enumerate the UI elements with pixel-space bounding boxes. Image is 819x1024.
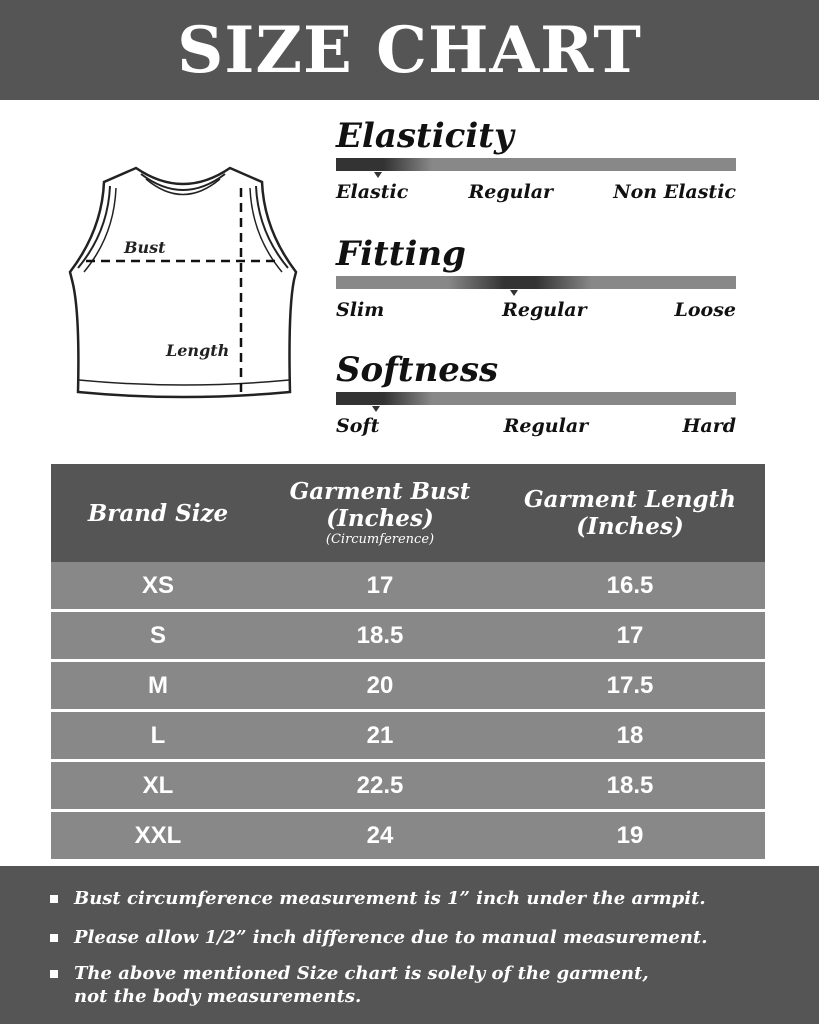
table-row <box>51 712 765 759</box>
table-body <box>51 562 765 859</box>
cell-bust: 24 <box>366 821 394 849</box>
cell-size: M <box>148 671 168 699</box>
header-bust-sub: (Circumference) <box>325 532 435 547</box>
note-item <box>50 962 649 1008</box>
note-item <box>50 887 706 910</box>
note-text-continued: not the body measurements. <box>74 986 362 1007</box>
cell-length: 18.5 <box>606 771 654 799</box>
header-brand-size-label: Brand Size <box>87 499 229 527</box>
fitting-labels <box>336 299 736 321</box>
cell-size: XS <box>141 571 174 599</box>
bullet-icon <box>50 934 58 942</box>
softness-label-soft: Soft <box>336 415 380 437</box>
cell-size: S <box>149 621 166 649</box>
elasticity-labels <box>336 181 736 203</box>
header-brand-size <box>51 464 265 562</box>
header-bust-line2: (Inches) <box>326 505 434 532</box>
cell-bust: 22.5 <box>356 771 404 799</box>
header-band <box>0 0 819 100</box>
cell-bust: 21 <box>366 721 394 749</box>
cell-size: XL <box>142 771 174 799</box>
softness-scale <box>336 350 736 437</box>
bullet-icon <box>50 895 58 903</box>
note-text: The above mentioned Size chart is solely of the garment, <box>74 963 649 984</box>
fitting-title: Fitting <box>336 234 466 274</box>
notes-band <box>0 866 819 1024</box>
elasticity-label-non-elastic: Non Elastic <box>613 181 736 203</box>
cell-bust: 20 <box>366 671 394 699</box>
page-title: SIZE CHART <box>177 12 642 88</box>
elasticity-bar <box>336 158 736 171</box>
elasticity-title: Elasticity <box>336 116 514 156</box>
table-row <box>51 762 765 809</box>
table-row <box>51 562 765 609</box>
tank-top-outline <box>70 168 296 397</box>
cell-size: L <box>150 721 166 749</box>
softness-title: Softness <box>336 350 499 390</box>
tank-top-illustration <box>66 160 300 405</box>
table-row <box>51 612 765 659</box>
table-row <box>51 662 765 709</box>
cell-bust: 18.5 <box>356 621 404 649</box>
cell-size: XXL <box>134 821 182 849</box>
cell-length: 16.5 <box>606 571 654 599</box>
cell-length: 19 <box>616 821 644 849</box>
bust-label: Bust <box>124 238 166 257</box>
softness-label-regular: Regular <box>503 415 589 437</box>
header-garment-bust <box>265 464 495 562</box>
softness-marker-icon <box>372 406 380 412</box>
cell-length: 18 <box>616 721 644 749</box>
header-garment-length <box>495 464 765 562</box>
fitting-label-slim: Slim <box>336 299 385 321</box>
note-text: Bust circumference measurement is 1” inch under the armpit. <box>74 888 706 909</box>
elasticity-label-elastic: Elastic <box>336 181 409 203</box>
header-length-line2: (Inches) <box>576 513 684 540</box>
fitting-marker-icon <box>510 290 518 296</box>
fitting-bar <box>336 276 736 289</box>
softness-label-hard: Hard <box>682 415 736 437</box>
header-bust-line1: Garment Bust <box>289 478 471 505</box>
cell-length: 17.5 <box>606 671 654 699</box>
cell-bust: 17 <box>366 571 394 599</box>
note-text: Please allow 1/2” inch difference due to manual measurement. <box>74 927 708 948</box>
elasticity-label-regular: Regular <box>468 181 554 203</box>
table-row <box>51 812 765 859</box>
elasticity-scale <box>336 116 736 203</box>
note-item <box>50 926 708 949</box>
elasticity-marker-icon <box>374 172 382 178</box>
header-length-line1: Garment Length <box>524 486 736 513</box>
bullet-icon <box>50 970 58 978</box>
fitting-label-loose: Loose <box>674 299 736 321</box>
fitting-scale <box>336 234 736 321</box>
fitting-label-regular: Regular <box>502 299 587 321</box>
length-label: Length <box>166 341 230 360</box>
softness-labels <box>336 415 736 437</box>
cell-length: 17 <box>616 621 644 649</box>
table-header <box>51 464 765 562</box>
softness-bar <box>336 392 736 405</box>
size-table <box>51 464 765 859</box>
